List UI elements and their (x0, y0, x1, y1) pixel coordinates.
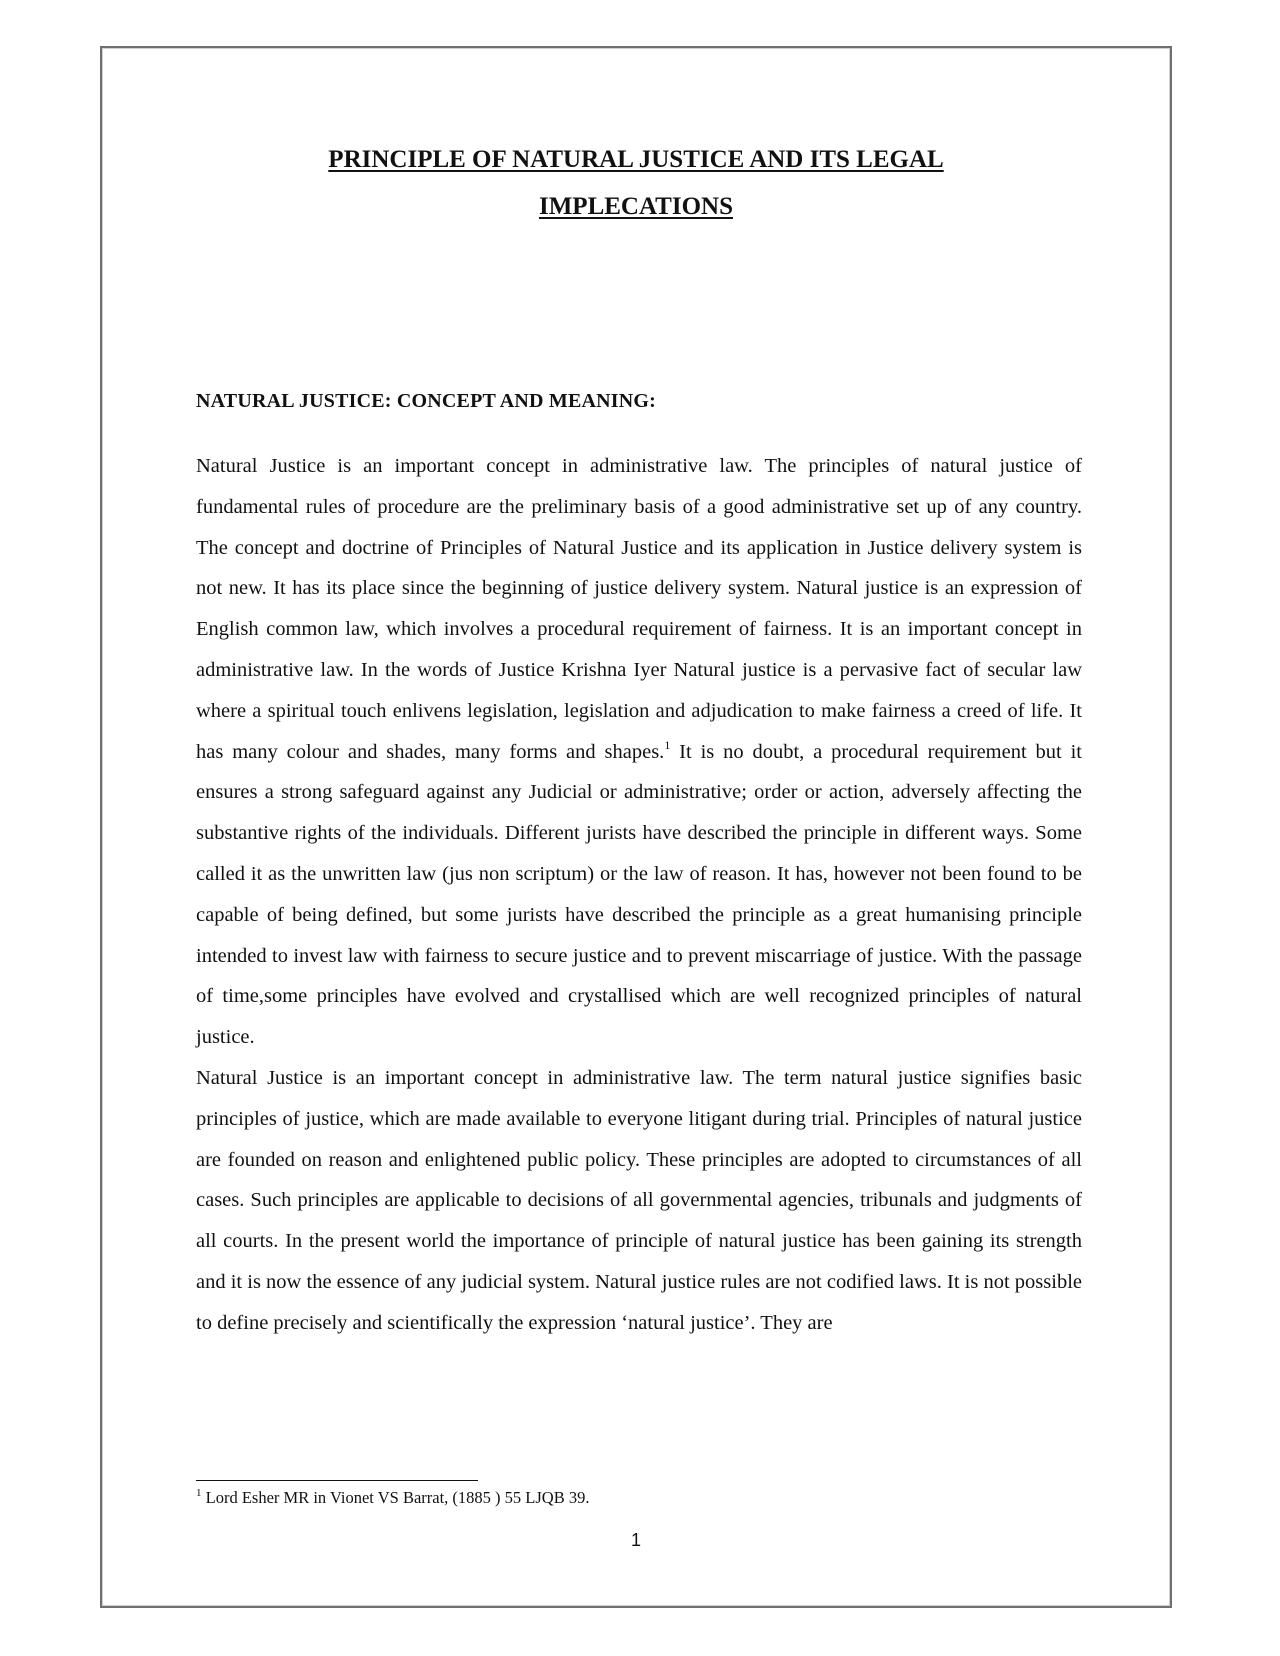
footnote-text: Lord Esher MR in Vionet VS Barrat, (1885 ) 55 LJQB 39. (201, 1488, 590, 1507)
footnote-reference: 1 (664, 737, 671, 752)
paragraph-2: Natural Justice is an important concept in administrative law. The term natural justice signifies basic principles of justice, which are made available to everyone litigant during trial. Principles of natural justice are founded on reason and enlightened public policy. These principles are adopted to circumstances of all cases. Such principles are applicable to decisions of all governmental agencies, tribunals and judgments of all courts. In the present world the importance of principle of natural justice has been gaining its strength and it is now the essence of any judicial system. Natural justice rules are not codified laws. It is not possible to define precisely and scientifically the expression ‘natural justice’. They are (196, 1066, 1082, 1334)
footnote-number: 1 (196, 1487, 202, 1499)
section-heading: NATURAL JUSTICE: CONCEPT AND MEANING: (196, 390, 657, 412)
paragraph-1-part-1: Natural Justice is an important concept in administrative law. The principles of natural justice of fundamental rules of procedure are the preliminary basis of a good administrative set up of any country. The concept and doctrine of Principles of Natural Justice and its application in Justice delivery system is not new. It has its place since the beginning of justice delivery system. Natural justice is an expression of English common law, which involves a procedural requirement of fairness. It is an important concept in administrative law. In the words of Justice Krishna Iyer Natural justice is a pervasive fact of secular law where a spiritual touch enlivens legislation, legislation and adjudication to make fairness a creed of life. It has many colour and shades, many forms and shapes. (196, 455, 1082, 763)
title-line-1: PRINCIPLE OF NATURAL JUSTICE AND ITS LEGAL (328, 146, 944, 173)
document-title (100, 136, 1172, 230)
paragraph-1-part-2: It is no doubt, a procedural requirement but it ensures a strong safeguard against any Judicial or administrative; order or action, adversely affecting the substantive rights of the individuals. Different jurists have described the principle in different ways. Some called it as the unwritten law (jus non scriptum) or the law of reason. It has, however not been found to be capable of being defined, but some jurists have described the principle as a great humanising principle intended to invest law with fairness to secure justice and to prevent miscarriage of justice. With the passage of time,some principles have evolved and crystallised which are well recognized principles of natural justice. (196, 740, 1082, 1049)
footnote (196, 1488, 589, 1508)
footnote-separator (196, 1480, 478, 1481)
paragraph-1 (196, 446, 1082, 1058)
page-number: 1 (630, 1530, 641, 1550)
body-text (196, 446, 1082, 1344)
title-line-2: IMPLECATIONS (538, 193, 733, 220)
